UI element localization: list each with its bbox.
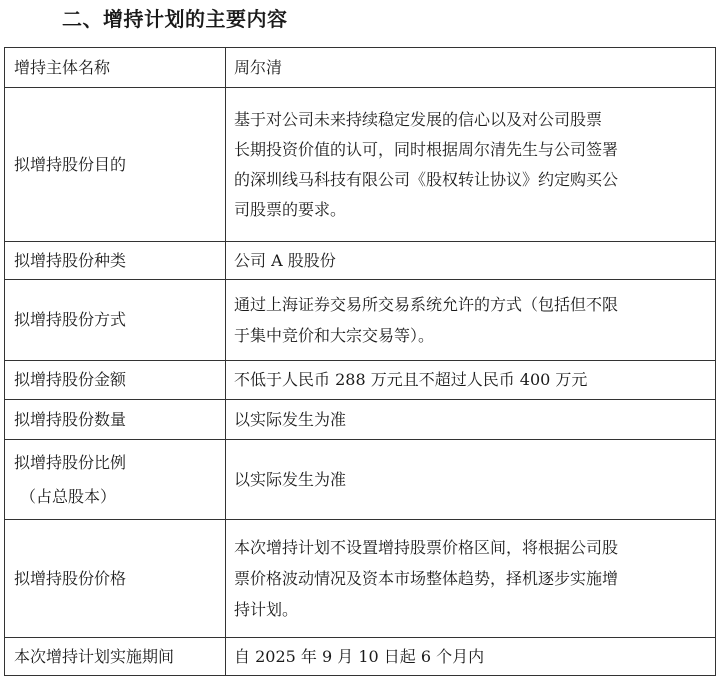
row-value [226,88,716,242]
row-label [5,400,226,440]
row-value [226,440,716,520]
value-line: 不低于人民币 288 万元且不超过人民币 400 万元 [234,370,588,389]
row-value [226,638,716,676]
label-line: （占总股本） [20,486,117,506]
table-row-quantity [5,400,716,440]
row-label [5,520,226,638]
value-line: 本次增持计划不设置增持股票价格区间，将根据公司股 [234,538,619,557]
row-label [5,48,226,88]
value-line: 公司 A 股股份 [234,250,336,270]
row-label [5,361,226,400]
row-value [226,242,716,280]
row-label [5,638,226,676]
value-line: 基于对公司未来持续稳定发展的信心以及对公司股票 [234,109,603,129]
label-line: 拟增持股份方式 [14,310,127,329]
label-line: 拟增持股份比例 [14,452,127,472]
row-label [5,88,226,242]
table-row-holder [5,48,716,88]
label-line: 拟增持股份目的 [14,154,127,174]
value-line: 持计划。 [234,600,299,619]
value-line: 长期投资价值的认可，同时根据周尔清先生与公司签署 [234,139,619,159]
table-row-type [5,242,716,280]
table-row-purpose [5,88,716,242]
value-line: 的深圳线马科技有限公司《股权转让协议》约定购买公 [234,169,619,189]
table-row-amount [5,361,716,400]
table-row-period [5,638,716,676]
label-line: 拟增持股份种类 [14,250,127,270]
row-value [226,400,716,440]
value-line: 自 2025 年 9 月 10 日起 6 个月内 [234,646,485,666]
row-value [226,280,716,361]
row-value [226,520,716,638]
label-line: 拟增持股份价格 [14,568,127,588]
table-row-method [5,280,716,361]
value-line: 周尔清 [234,57,283,77]
plan-table [4,47,716,676]
section-heading: 二、增持计划的主要内容 [62,7,288,31]
row-value [226,361,716,400]
row-label [5,242,226,280]
value-line: 票价格波动情况及资本市场整体趋势，择机逐步实施增 [234,569,619,588]
row-value [226,48,716,88]
value-line: 以实际发生为准 [234,469,347,489]
table-row-price [5,520,716,638]
row-label [5,280,226,361]
row-label [5,440,226,520]
value-line: 以实际发生为准 [234,409,347,429]
label-line: 拟增持股份金额 [14,370,127,389]
value-line: 司股票的要求。 [234,199,347,219]
table-row-ratio [5,440,716,520]
label-line: 本次增持计划实施期间 [14,646,175,666]
label-line: 增持主体名称 [14,57,111,77]
value-line: 通过上海证券交易所交易系统允许的方式（包括但不限 [234,295,619,314]
label-line: 拟增持股份数量 [14,409,127,429]
value-line: 于集中竞价和大宗交易等）。 [234,326,435,345]
